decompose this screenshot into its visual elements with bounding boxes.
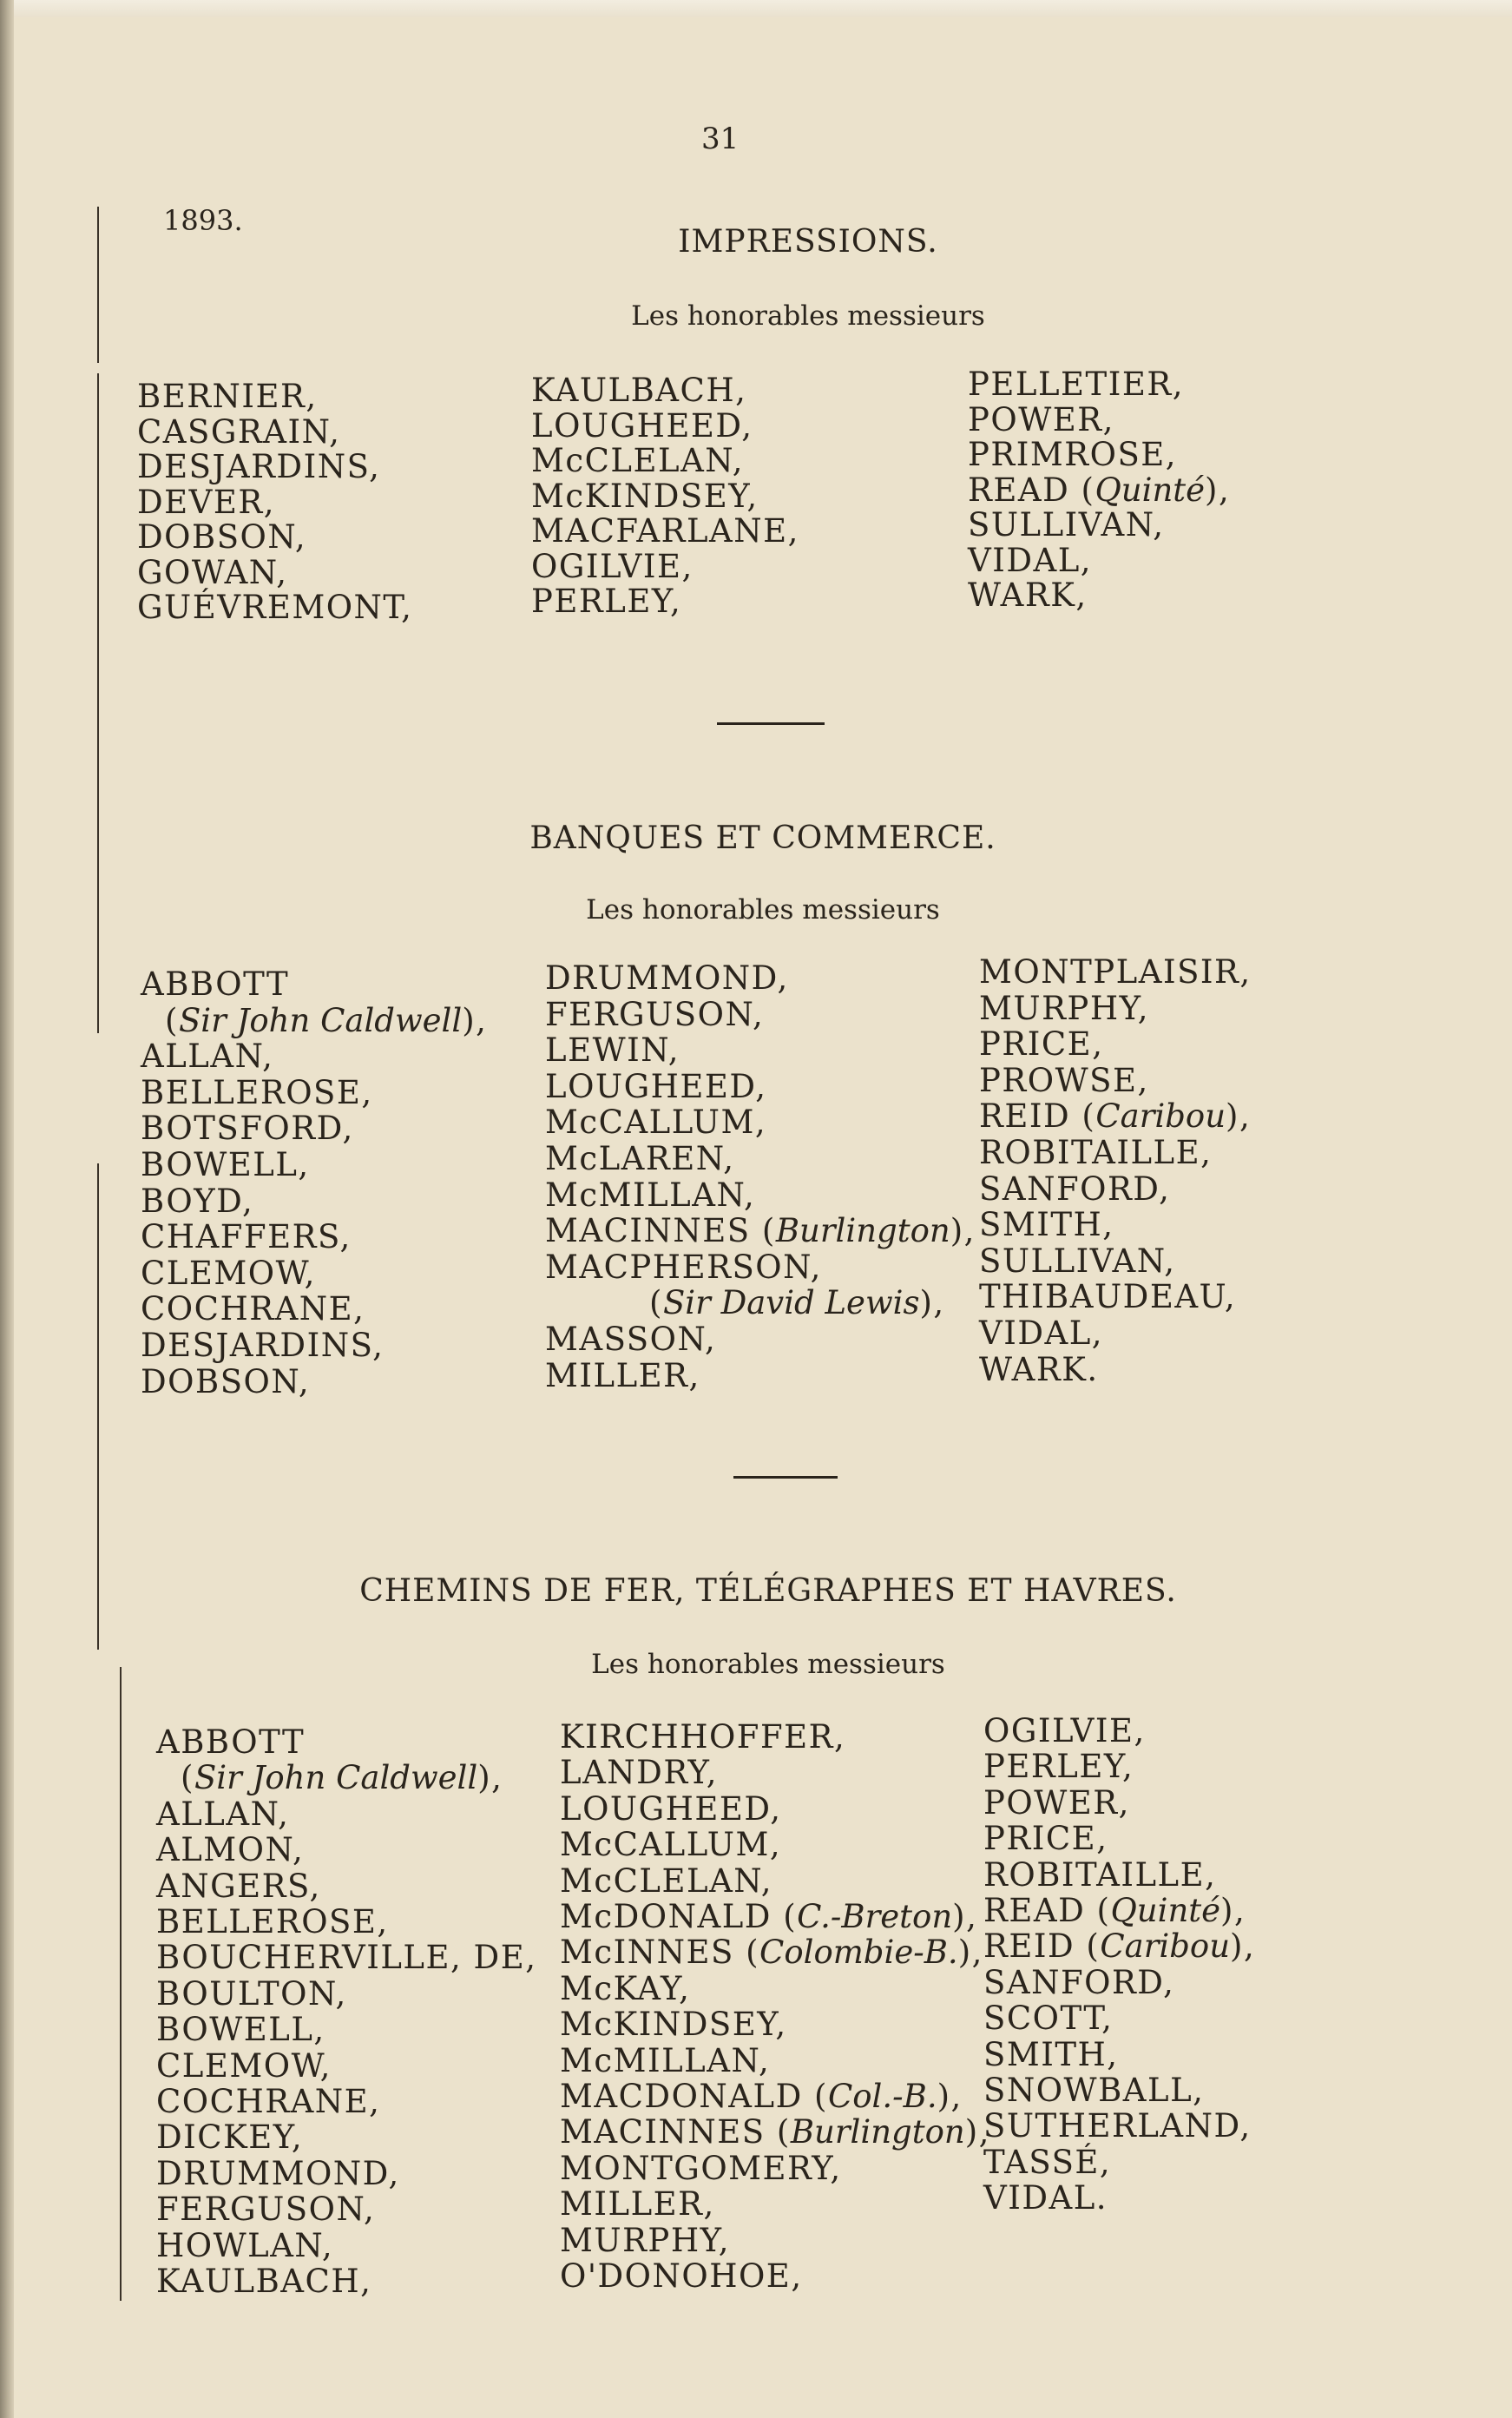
section-subtitle: Les honorables messieurs [586,894,940,926]
member-name: PRICE, [983,1820,1108,1858]
name-column-2 [560,1719,990,2295]
member-name: CLEMOW, [141,1254,316,1292]
member-name: ALMON, [156,1831,305,1869]
member-name: BOWELL, [156,2011,325,2049]
name-column-1 [137,379,412,626]
member-name: ROBITAILLE, [983,1855,1217,1894]
section-divider [717,722,825,725]
member-name: BELLEROSE, [156,1903,389,1941]
member-name: SULLIVAN, [968,506,1165,544]
member-name: PROWSE, [979,1061,1149,1099]
member-name: VIDAL, [968,541,1093,579]
member-name: BOWELL, [141,1145,310,1183]
member-name: MONTGOMERY, [560,2149,842,2187]
member-name: PRIMROSE, [968,436,1178,473]
member-name: SANFORD, [983,1963,1175,2001]
section-title-banques: BANQUES ET COMMERCE. [529,820,996,856]
member-name: DRUMMOND, [156,2154,400,2192]
member-name: OGILVIE, [531,547,694,585]
member-name: BERNIER, [137,378,318,415]
member-name: VIDAL. [983,2179,1108,2217]
member-name: POWER, [968,400,1114,438]
member-name: KAULBACH, [531,372,747,409]
member-name: KAULBACH, [156,2263,372,2301]
member-name: MASSON, [545,1320,717,1358]
member-name: WARK. [979,1350,1099,1388]
member-name: REID (Caribou), [979,1097,1252,1136]
member-name: PELLETIER, [968,366,1184,403]
name-column-3 [979,954,1252,1387]
member-name: ALLAN, [141,1038,274,1076]
member-name: McCLELAN, [560,1861,773,1900]
margin-rule [120,1667,122,2301]
member-name: POWER, [983,1783,1130,1822]
member-name: BOTSFORD, [141,1110,354,1148]
member-name: McMILLAN, [545,1176,756,1214]
member-name: PERLEY, [983,1748,1134,1786]
section-title-impressions: IMPRESSIONS. [678,224,938,260]
margin-rule [97,373,99,1033]
member-name: GOWAN, [137,553,288,591]
member-name: THIBAUDEAU, [979,1278,1237,1316]
member-name: (Sir John Caldwell), [165,1001,488,1039]
member-name: McCLELAN, [531,442,745,479]
member-name: McKINDSEY, [560,2006,787,2044]
member-name: FERGUSON, [545,995,765,1033]
name-column-3 [968,367,1230,614]
member-name: OGILVIE, [983,1712,1146,1749]
member-name: COCHRANE, [156,2083,381,2121]
member-name: ALLAN, [156,1795,290,1833]
member-name: LEWIN, [545,1031,680,1070]
member-name: TASSÉ, [983,2143,1112,2181]
member-name: SULLIVAN, [979,1242,1176,1280]
member-name: CASGRAIN, [137,412,341,451]
member-name: ROBITAILLE, [979,1133,1213,1171]
section-title-chemins: CHEMINS DE FER, TÉLÉGRAPHES ET HAVRES. [359,1573,1177,1609]
name-column-2 [531,373,799,620]
member-name: SNOWBALL, [983,2072,1205,2110]
member-name: VIDAL, [979,1314,1104,1352]
member-name: KIRCHHOFFER, [560,1718,846,1756]
member-name: CLEMOW, [156,2046,332,2085]
member-name: McMILLAN, [560,2041,771,2079]
member-name: REID (Caribou), [983,1927,1256,1966]
member-name: SMITH, [979,1206,1114,1244]
member-name: BELLEROSE, [141,1073,373,1111]
member-name: SMITH, [983,2035,1119,2073]
member-name: DEVER, [137,483,276,521]
member-name: McLAREN, [545,1139,735,1177]
section-divider [733,1476,838,1479]
member-name: MACINNES (Burlington), [560,2113,990,2151]
member-name: FERGUSON, [156,2191,376,2229]
member-name: BOUCHERVILLE, DE, [156,1939,537,1977]
member-name: SCOTT, [983,2000,1114,2038]
member-name: WARK, [968,576,1088,614]
member-name: DOBSON, [141,1362,311,1400]
member-name: MACPHERSON, [545,1248,822,1286]
member-name: MACDONALD (Col.-B.), [560,2078,963,2116]
member-name: PRICE, [979,1025,1104,1064]
member-name: McKINDSEY, [531,477,759,515]
section-subtitle: Les honorables messieurs [591,1649,945,1680]
member-name: MILLER, [545,1356,700,1394]
name-column-1 [156,1724,536,2300]
member-name: BOYD, [141,1182,254,1220]
member-name: ABBOTT [141,965,290,1003]
member-name: MACINNES (Burlington), [545,1212,976,1250]
member-name: O'DONOHOE, [560,2257,803,2296]
member-name: (Sir John Caldwell), [181,1759,503,1797]
member-name: CHAFFERS, [141,1218,352,1256]
year-label: 1893. [163,204,243,237]
member-name: DOBSON, [137,518,307,556]
member-name: McCALLUM, [545,1104,767,1142]
name-column-2 [545,960,976,1393]
name-column-3 [983,1713,1255,2217]
member-name: BOULTON, [156,1974,347,2013]
member-name: COCHRANE, [141,1290,365,1328]
member-name: GUÉVREMONT, [137,589,413,626]
member-name: DRUMMOND, [545,959,789,997]
member-name: LOUGHEED, [545,1067,767,1105]
member-name: McDONALD (C.-Breton), [560,1898,978,1936]
member-name: ANGERS, [156,1867,321,1905]
section-subtitle: Les honorables messieurs [631,300,985,332]
binding-edge [0,0,14,2418]
member-name: MONTPLAISIR, [979,953,1252,991]
name-column-1 [141,966,487,1400]
member-name: READ (Quinté), [983,1892,1246,1930]
member-name: DICKEY, [156,2118,304,2157]
member-name: LOUGHEED, [560,1789,782,1828]
member-name: MURPHY, [560,2221,731,2259]
member-name: HOWLAN, [156,2226,334,2264]
member-name: MACFARLANE, [531,512,799,550]
member-name: MURPHY, [979,989,1150,1027]
member-name: READ (Quinté), [968,471,1231,509]
member-name: MILLER, [560,2185,715,2224]
member-name: SANFORD, [979,1169,1171,1208]
member-name: (Sir David Lewis), [649,1284,945,1322]
member-name: McKAY, [560,1969,691,2007]
member-name: LANDRY, [560,1754,718,1792]
member-name: DESJARDINS, [141,1326,385,1364]
member-name: McINNES (Colombie-B.), [560,1934,983,1972]
member-name: PERLEY, [531,583,682,620]
member-name: DESJARDINS, [137,448,381,485]
member-name: SUTHERLAND, [983,2107,1252,2145]
member-name: ABBOTT [156,1723,306,1761]
page-number: 31 [701,122,740,156]
member-name: McCALLUM, [560,1826,782,1864]
member-name: LOUGHEED, [531,406,753,445]
